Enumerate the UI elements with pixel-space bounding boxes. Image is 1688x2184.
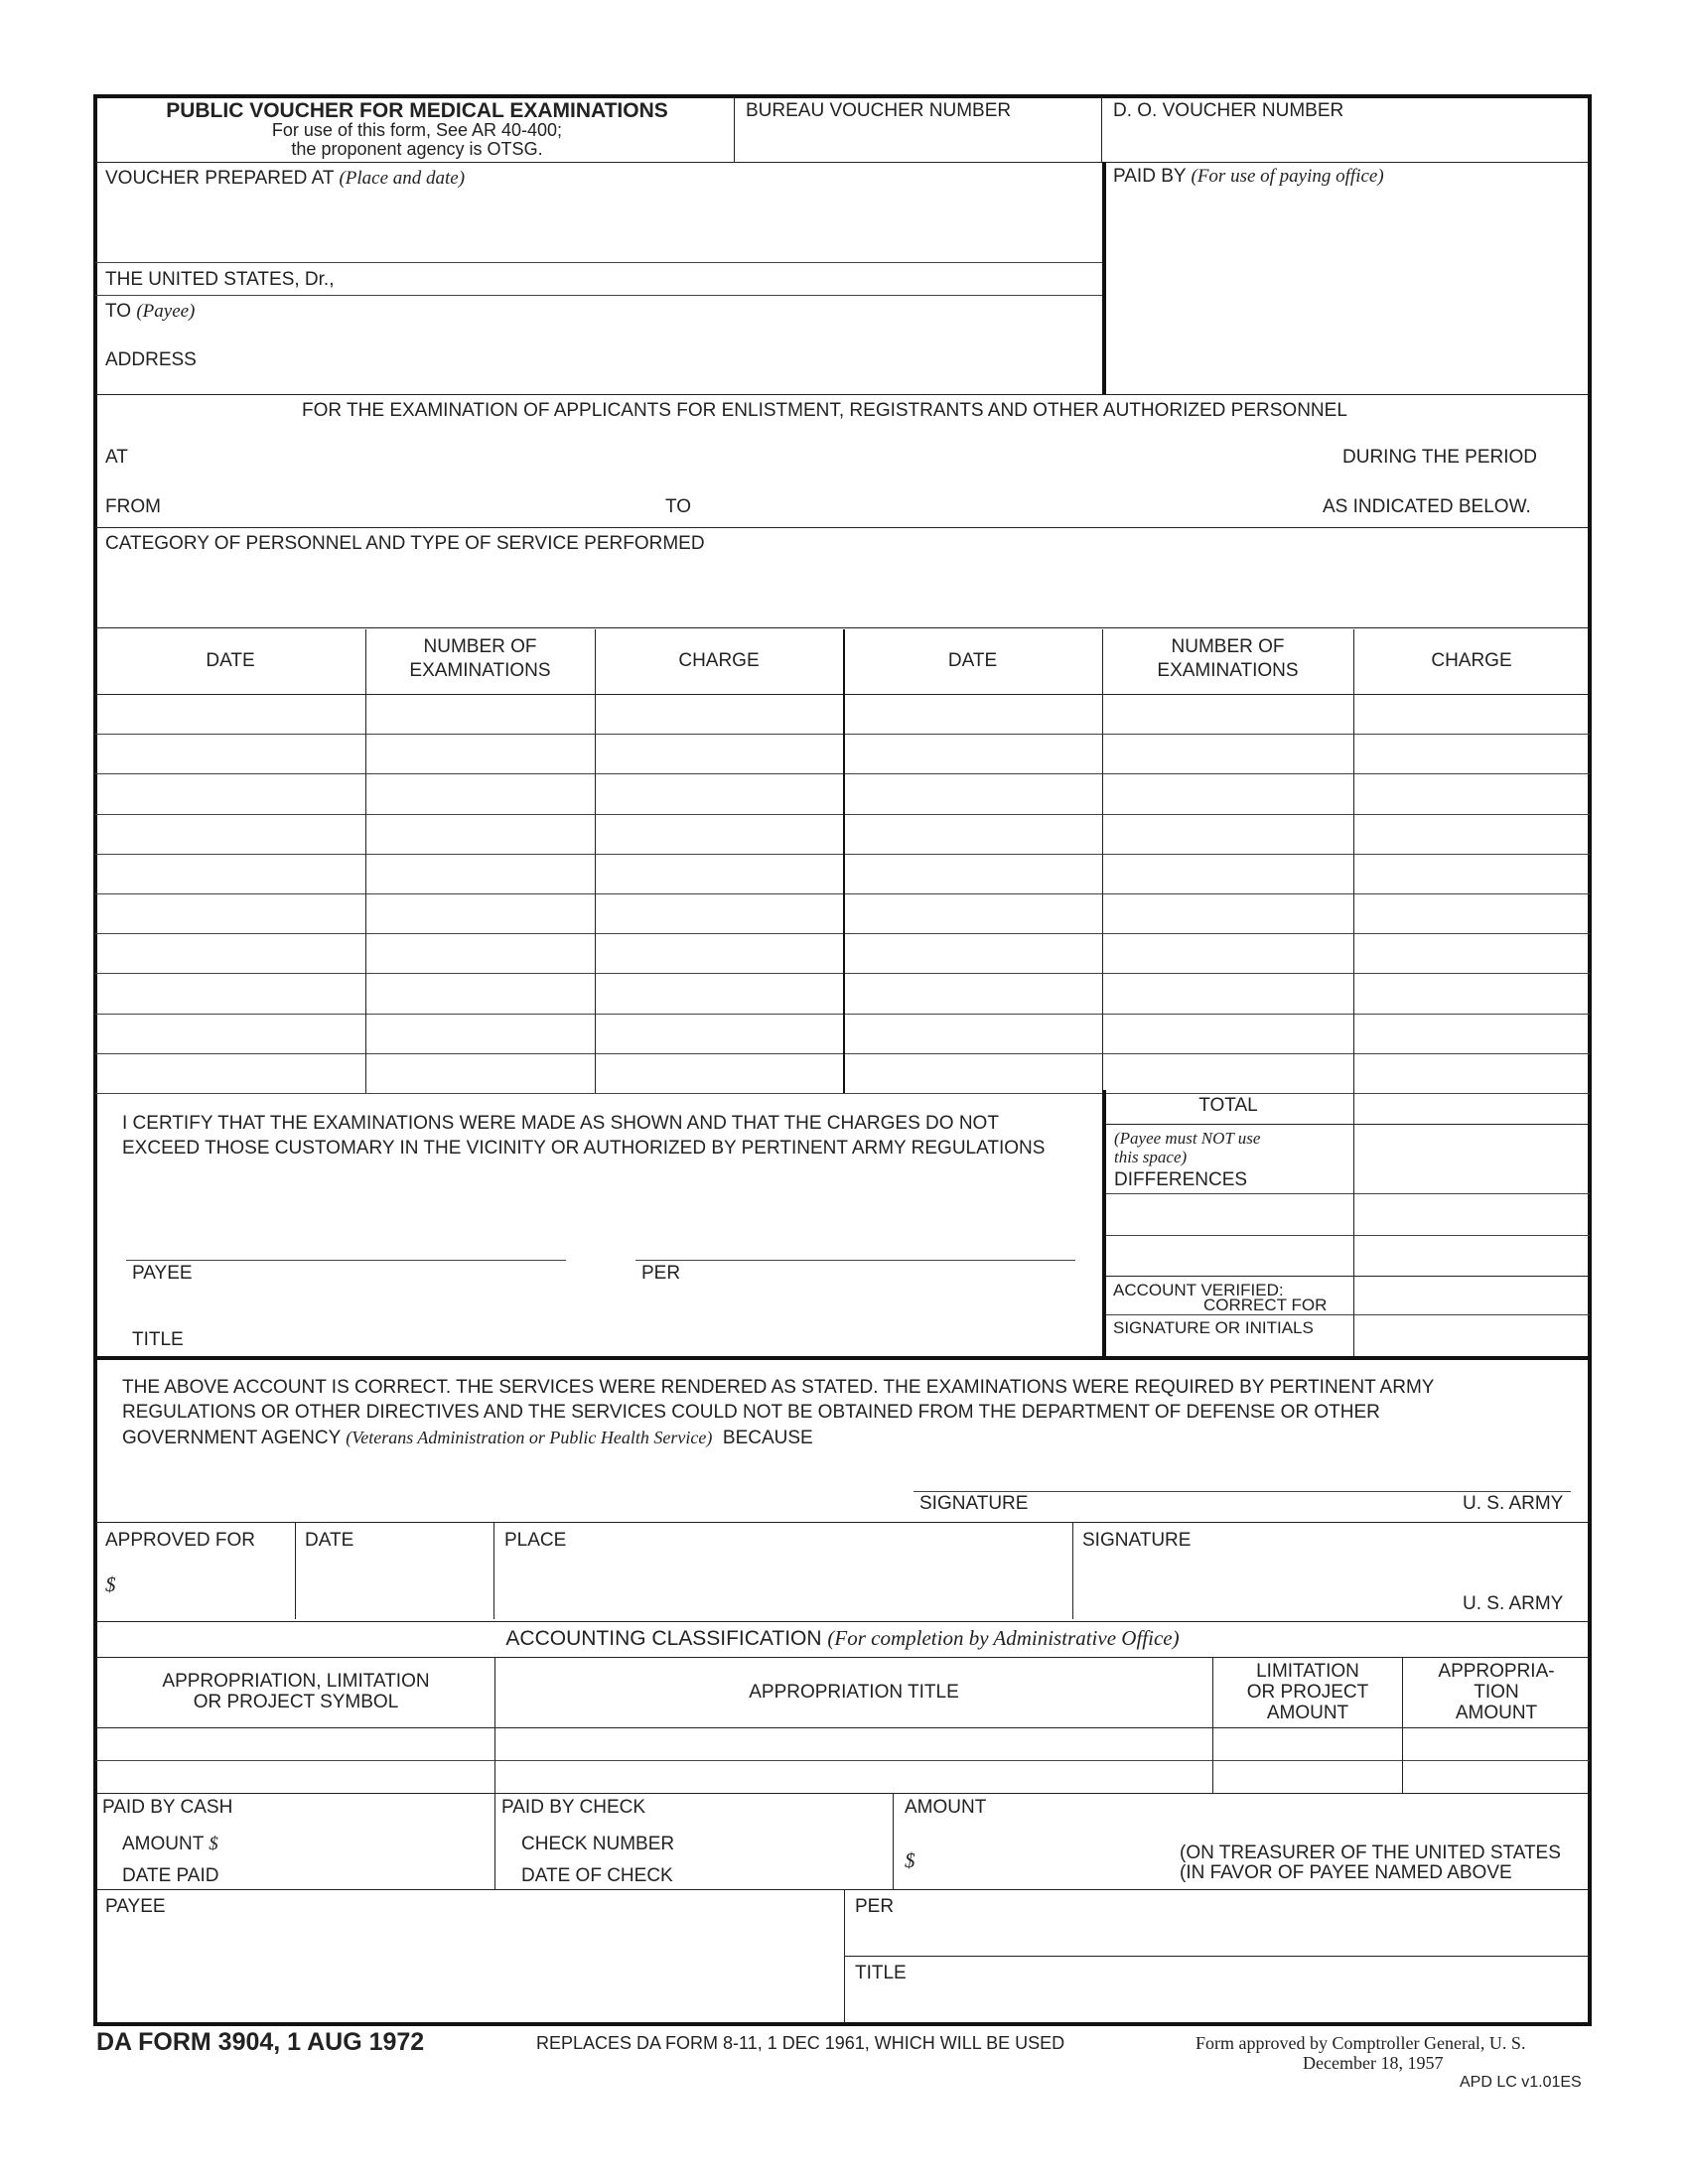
- accounting-col-1b: OR PROJECT SYMBOL: [193, 1692, 399, 1712]
- version-label: APD LC v1.01ES: [1460, 2074, 1582, 2091]
- table-cell[interactable]: [1356, 1017, 1587, 1050]
- address-field[interactable]: [199, 338, 1092, 387]
- bureau-voucher-field[interactable]: [737, 125, 1099, 161]
- divider: [1353, 1090, 1354, 1358]
- differences-field-3[interactable]: [1356, 1238, 1587, 1275]
- table-cell[interactable]: [598, 817, 840, 851]
- address-label: ADDRESS: [105, 349, 197, 370]
- table-cell[interactable]: [598, 697, 840, 731]
- from-field[interactable]: [179, 488, 655, 522]
- above-us-army-label: U. S. ARMY: [1463, 1493, 1564, 1514]
- during-period-label: DURING THE PERIOD: [1342, 447, 1538, 468]
- table-cell[interactable]: [1356, 976, 1587, 1010]
- above-signature-field[interactable]: [914, 1455, 1571, 1490]
- accounting-cell[interactable]: [497, 1763, 1209, 1790]
- divider: [494, 1793, 495, 1889]
- table-cell[interactable]: [368, 1056, 592, 1090]
- paid-by-label: PAID BY (For use of paying office): [1113, 166, 1384, 187]
- approval-signature-field[interactable]: [1076, 1555, 1585, 1590]
- examination-heading: FOR THE EXAMINATION OF APPLICANTS FOR ENLISTMENT, REGISTRANTS AND OTHER AUTHORIZED PERSONNEL: [302, 400, 1347, 421]
- date-paid-label: DATE PAID: [122, 1865, 219, 1886]
- divider: [95, 627, 1590, 628]
- divider: [1102, 1276, 1590, 1277]
- approval-place-label: PLACE: [504, 1530, 567, 1551]
- table-header-2: NUMBER OF EXAMINATIONS: [409, 636, 551, 681]
- certify-title-label: TITLE: [132, 1329, 184, 1350]
- divider: [95, 1793, 1590, 1794]
- table-cell[interactable]: [846, 936, 1099, 970]
- divider: [365, 629, 366, 1093]
- table-cell[interactable]: [368, 1017, 592, 1050]
- table-cell[interactable]: [1105, 737, 1350, 770]
- table-header-4: DATE: [947, 650, 998, 671]
- certify-payee-label: PAYEE: [132, 1263, 193, 1284]
- accounting-cell[interactable]: [1215, 1730, 1399, 1757]
- approval-place-field[interactable]: [496, 1555, 1070, 1614]
- category-label: CATEGORY OF PERSONNEL AND TYPE OF SERVICE PERFORMED: [105, 533, 705, 554]
- divider: [1102, 1314, 1590, 1315]
- at-label: AT: [105, 447, 128, 468]
- total-label: TOTAL: [1198, 1095, 1258, 1116]
- differences-field-1[interactable]: [1356, 1127, 1587, 1192]
- signature-line: [914, 1491, 1571, 1492]
- paid-by-check-label: PAID BY CHECK: [501, 1797, 646, 1818]
- divider: [95, 1621, 1590, 1622]
- accounting-cell[interactable]: [1405, 1763, 1587, 1790]
- above-account-line-2: REGULATIONS OR OTHER DIRECTIVES AND THE SERVICES COULD NOT BE OBTAINED FROM THE DEPARTMENT OF DEFENSE OR OTHER: [122, 1402, 1380, 1423]
- differences-field-2[interactable]: [1356, 1196, 1587, 1234]
- table-cell[interactable]: [598, 976, 840, 1010]
- approved-note-1: Form approved by Comptroller General, U. S.: [1196, 2033, 1526, 2053]
- table-cell[interactable]: [98, 976, 362, 1010]
- divider: [1212, 1657, 1213, 1793]
- table-cell[interactable]: [1105, 896, 1350, 930]
- because-field[interactable]: [864, 1425, 1579, 1450]
- divider: [95, 1727, 1590, 1728]
- table-cell[interactable]: [368, 697, 592, 731]
- payee-signature-line: [126, 1260, 566, 1261]
- accounting-heading: ACCOUNTING CLASSIFICATION (For completion by Administrative Office): [505, 1626, 1180, 1650]
- divider: [1353, 629, 1354, 1093]
- divider: [1402, 1657, 1403, 1793]
- table-cell[interactable]: [98, 936, 362, 970]
- table-header-1: DATE: [206, 650, 255, 671]
- approved-note-2: December 18, 1957: [1303, 2053, 1444, 2073]
- divider: [95, 162, 1590, 163]
- payment-per-field[interactable]: [848, 1920, 1587, 1954]
- table-header-3: CHARGE: [678, 650, 760, 671]
- cash-amount-label: AMOUNT $: [122, 1834, 218, 1854]
- payment-payee-label: PAYEE: [105, 1896, 166, 1917]
- form-title: PUBLIC VOUCHER FOR MEDICAL EXAMINATIONS: [166, 99, 668, 122]
- divider: [494, 1657, 495, 1793]
- divider: [295, 1522, 296, 1619]
- table-cell[interactable]: [1105, 976, 1350, 1010]
- table-cell[interactable]: [98, 857, 362, 890]
- table-cell[interactable]: [368, 936, 592, 970]
- check-amount-label: AMOUNT: [905, 1797, 987, 1818]
- divider: [893, 1793, 894, 1889]
- treasurer-line-2: (IN FAVOR OF PAYEE NAMED ABOVE: [1180, 1862, 1512, 1883]
- prepared-at-label: VOUCHER PREPARED AT (Place and date): [105, 168, 466, 189]
- table-cell[interactable]: [598, 1056, 840, 1090]
- cash-amount-field[interactable]: [228, 1829, 492, 1856]
- table-cell[interactable]: [1105, 817, 1350, 851]
- table-header-5: NUMBER OF EXAMINATIONS: [1157, 636, 1299, 681]
- table-cell[interactable]: [846, 737, 1099, 770]
- divider: [95, 295, 1102, 296]
- table-cell[interactable]: [598, 896, 840, 930]
- accounting-cell[interactable]: [1215, 1763, 1399, 1790]
- total-field[interactable]: [1356, 1092, 1587, 1122]
- payee-note-2: this space): [1114, 1148, 1188, 1166]
- table-cell[interactable]: [1356, 737, 1587, 770]
- approval-date-label: DATE: [305, 1530, 354, 1551]
- correct-for-field[interactable]: [1356, 1279, 1587, 1311]
- approved-dollar: $: [105, 1572, 116, 1596]
- table-cell[interactable]: [598, 776, 840, 810]
- table-cell[interactable]: [368, 857, 592, 890]
- divider: [95, 394, 1590, 395]
- as-indicated-label: AS INDICATED BELOW.: [1323, 496, 1531, 517]
- payee-name-field[interactable]: [199, 298, 1092, 328]
- divider: [1101, 96, 1102, 162]
- table-cell[interactable]: [368, 737, 592, 770]
- divider: [734, 96, 735, 162]
- divider: [95, 527, 1590, 528]
- table-cell[interactable]: [368, 776, 592, 810]
- divider: [1102, 1124, 1590, 1125]
- table-cell[interactable]: [368, 896, 592, 930]
- form-id: DA FORM 3904, 1 AUG 1972: [96, 2028, 425, 2056]
- table-cell[interactable]: [98, 817, 362, 851]
- table-cell[interactable]: [98, 1056, 362, 1090]
- table-cell[interactable]: [1356, 896, 1587, 930]
- table-cell[interactable]: [846, 1056, 1099, 1090]
- table-cell[interactable]: [1105, 697, 1350, 731]
- account-verified-label: ACCOUNT VERIFIED:: [1113, 1281, 1284, 1299]
- signature-initials-label: SIGNATURE OR INITIALS: [1113, 1318, 1314, 1337]
- table-cell[interactable]: [598, 936, 840, 970]
- divider: [95, 1657, 1590, 1658]
- divider: [95, 1356, 1590, 1360]
- check-number-field[interactable]: [685, 1829, 889, 1856]
- table-cell[interactable]: [1105, 857, 1350, 890]
- accounting-col-4a: APPROPRIA-: [1438, 1661, 1555, 1682]
- to-label: TO: [665, 496, 692, 517]
- divider: [1072, 1522, 1073, 1619]
- divider: [493, 1522, 494, 1619]
- accounting-cell[interactable]: [1405, 1730, 1587, 1757]
- table-header-6: CHARGE: [1431, 650, 1512, 671]
- approval-signature-label: SIGNATURE: [1082, 1530, 1192, 1551]
- divider: [95, 1760, 1590, 1761]
- do-voucher-label: D. O. VOUCHER NUMBER: [1113, 100, 1344, 121]
- check-number-label: CHECK NUMBER: [521, 1834, 675, 1854]
- accounting-col-4b: TION: [1474, 1682, 1519, 1703]
- approval-us-army-label: U. S. ARMY: [1463, 1593, 1564, 1614]
- accounting-cell[interactable]: [497, 1730, 1209, 1757]
- table-cell[interactable]: [846, 776, 1099, 810]
- divider: [595, 629, 596, 1093]
- category-field[interactable]: [97, 558, 1587, 625]
- accounting-cell[interactable]: [98, 1763, 492, 1790]
- certify-line-2: EXCEED THOSE CUSTOMARY IN THE VICINITY OR AUTHORIZED BY PERTINENT ARMY REGULATIONS: [122, 1138, 1046, 1159]
- paid-by-cash-label: PAID BY CASH: [102, 1797, 233, 1818]
- divider: [1102, 1193, 1590, 1194]
- paid-by-field[interactable]: [1106, 192, 1589, 390]
- table-cell[interactable]: [598, 1017, 840, 1050]
- table-cell[interactable]: [846, 976, 1099, 1010]
- table-cell[interactable]: [98, 896, 362, 930]
- signature-initials-field[interactable]: [1356, 1317, 1587, 1355]
- check-amount-dollar: $: [905, 1848, 915, 1872]
- table-cell[interactable]: [598, 737, 840, 770]
- payment-payee-field[interactable]: [99, 1921, 834, 2020]
- date-paid-field[interactable]: [233, 1860, 492, 1888]
- per-signature-line: [635, 1260, 1075, 1261]
- form-subtitle-2: the proponent agency is OTSG.: [291, 139, 543, 159]
- table-cell[interactable]: [98, 776, 362, 810]
- certify-per-label: PER: [641, 1263, 681, 1284]
- payee-note-1: (Payee must NOT use: [1114, 1129, 1261, 1148]
- payment-title-field[interactable]: [848, 1985, 1587, 2020]
- table-cell[interactable]: [846, 1017, 1099, 1050]
- table-cell[interactable]: [846, 817, 1099, 851]
- payment-per-label: PER: [855, 1896, 895, 1917]
- approval-date-field[interactable]: [298, 1555, 492, 1614]
- table-cell[interactable]: [1356, 1056, 1587, 1090]
- table-cell[interactable]: [368, 976, 592, 1010]
- correct-for-label: CORRECT FOR: [1203, 1296, 1328, 1314]
- table-cell[interactable]: [98, 697, 362, 731]
- table-cell[interactable]: [1105, 1056, 1350, 1090]
- to-field[interactable]: [705, 488, 1301, 522]
- accounting-col-3b: OR PROJECT: [1246, 1682, 1369, 1703]
- from-label: FROM: [105, 496, 161, 517]
- treasurer-line-1: (ON TREASURER OF THE UNITED STATES: [1180, 1843, 1561, 1863]
- accounting-col-1a: APPROPRIATION, LIMITATION: [162, 1671, 430, 1692]
- accounting-col-2: APPROPRIATION TITLE: [749, 1682, 959, 1703]
- table-cell[interactable]: [98, 737, 362, 770]
- replaces-note: REPLACES DA FORM 8-11, 1 DEC 1961, WHICH WILL BE USED: [536, 2033, 1065, 2053]
- payment-title-label: TITLE: [855, 1963, 907, 1983]
- certify-line-1: I CERTIFY THAT THE EXAMINATIONS WERE MADE AS SHOWN AND THAT THE CHARGES DO NOT: [122, 1113, 999, 1134]
- table-cell[interactable]: [1105, 776, 1350, 810]
- table-cell[interactable]: [1356, 936, 1587, 970]
- payee-signature-field[interactable]: [126, 1223, 566, 1259]
- divider: [95, 1889, 1590, 1890]
- divider: [1102, 1235, 1590, 1236]
- accounting-col-3c: AMOUNT: [1266, 1703, 1349, 1723]
- table-cell[interactable]: [846, 857, 1099, 890]
- above-signature-label: SIGNATURE: [919, 1493, 1029, 1514]
- united-states-label: THE UNITED STATES, Dr.,: [105, 269, 335, 290]
- prepared-at-field[interactable]: [97, 194, 1100, 261]
- do-voucher-field[interactable]: [1104, 125, 1589, 161]
- accounting-cell[interactable]: [98, 1730, 492, 1757]
- accounting-col-3a: LIMITATION: [1256, 1661, 1359, 1682]
- per-signature-field[interactable]: [635, 1223, 1075, 1259]
- check-amount-field[interactable]: [923, 1842, 1172, 1875]
- table-cell[interactable]: [846, 697, 1099, 731]
- at-field[interactable]: [139, 439, 1331, 473]
- table-cell[interactable]: [598, 857, 840, 890]
- bureau-voucher-label: BUREAU VOUCHER NUMBER: [746, 100, 1012, 121]
- approved-amount-field[interactable]: [125, 1564, 294, 1613]
- form-subtitle-1: For use of this form, See AR 40-400;: [271, 120, 563, 140]
- differences-label: DIFFERENCES: [1114, 1169, 1248, 1190]
- table-cell[interactable]: [1356, 697, 1587, 731]
- above-account-line-3: GOVERNMENT AGENCY (Veterans Administration or Public Health Service) BECAUSE: [122, 1428, 813, 1448]
- table-cell[interactable]: [368, 817, 592, 851]
- table-cell[interactable]: [1356, 776, 1587, 810]
- above-account-line-1: THE ABOVE ACCOUNT IS CORRECT. THE SERVICES WERE RENDERED AS STATED. THE EXAMINATIONS WERE REQUIRED BY PERTINENT ARMY: [122, 1377, 1435, 1398]
- approved-for-label: APPROVED FOR: [105, 1530, 255, 1551]
- accounting-col-4c: AMOUNT: [1455, 1703, 1538, 1723]
- date-of-check-label: DATE OF CHECK: [521, 1865, 673, 1886]
- table-cell[interactable]: [1105, 936, 1350, 970]
- divider: [1102, 1090, 1106, 1358]
- table-cell[interactable]: [846, 896, 1099, 930]
- table-cell[interactable]: [98, 1017, 362, 1050]
- table-cell[interactable]: [1105, 1017, 1350, 1050]
- divider: [95, 1522, 1590, 1523]
- certify-title-field[interactable]: [199, 1320, 1072, 1354]
- table-cell[interactable]: [1356, 857, 1587, 890]
- date-of-check-field[interactable]: [685, 1860, 889, 1888]
- table-cell[interactable]: [1356, 817, 1587, 851]
- divider: [95, 262, 1102, 263]
- divider: [1102, 629, 1103, 1093]
- divider: [844, 1956, 1590, 1957]
- divider: [843, 629, 845, 1093]
- payee-to-label: TO (Payee): [105, 301, 196, 322]
